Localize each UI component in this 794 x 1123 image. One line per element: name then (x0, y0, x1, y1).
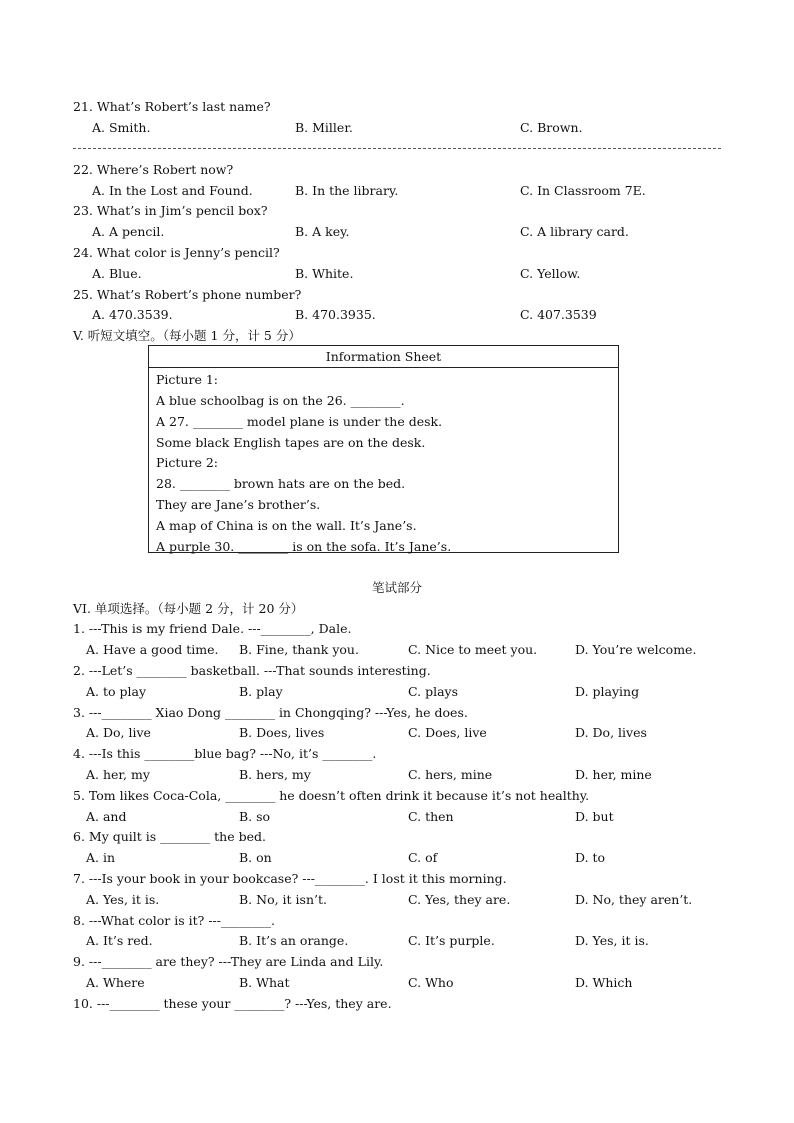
option-b: B. It’s an orange. (239, 933, 349, 948)
option-d: D. Yes, it is. (575, 933, 649, 948)
option-c: C. plays (408, 684, 458, 699)
option-b: B. Fine, thank you. (239, 642, 359, 657)
question-stem: 2. ---Let’s ________ basketball. ---That sounds interesting. (73, 663, 431, 678)
option-c: C. then (408, 809, 454, 824)
option-a: A. Do, live (86, 725, 151, 740)
option-b: B. What (239, 975, 290, 990)
option-a: A. Where (86, 975, 145, 990)
sheet-line: A blue schoolbag is on the 26. ________. (156, 393, 405, 408)
question-stem: 3. ---________ Xiao Dong ________ in Chongqing? ---Yes, he does. (73, 705, 468, 720)
option-d: D. Which (575, 975, 633, 990)
sheet-line: Some black English tapes are on the desk. (156, 435, 426, 450)
question-stem: 6. My quilt is ________ the bed. (73, 829, 266, 844)
option-d: D. No, they aren’t. (575, 892, 693, 907)
question-stem: 10. ---________ these your ________? ---Yes, they are. (73, 996, 392, 1011)
option-b: B. so (239, 809, 271, 824)
option-c: C. It’s purple. (408, 933, 495, 948)
option-b: B. White. (295, 266, 354, 281)
option-c: C. Who (408, 975, 454, 990)
option-a: A. Smith. (92, 120, 151, 135)
dashed-divider (73, 148, 721, 149)
option-a: A. Blue. (92, 266, 142, 281)
option-b: B. 470.3935. (295, 307, 376, 322)
information-sheet-title: Information Sheet (149, 346, 618, 368)
option-c: C. Yes, they are. (408, 892, 511, 907)
option-b: B. In the library. (295, 183, 399, 198)
sheet-line: A map of China is on the wall. It’s Jane’s. (156, 518, 417, 533)
option-b: B. No, it isn’t. (239, 892, 327, 907)
question-stem: 4. ---Is this ________blue bag? ---No, it’s ________. (73, 746, 377, 761)
option-d: D. You’re welcome. (575, 642, 697, 657)
question-stem: 22. Where’s Robert now? (73, 162, 234, 177)
option-b: B. Miller. (295, 120, 353, 135)
sheet-line: A purple 30. ________ is on the sofa. It’s Jane’s. (156, 539, 452, 554)
option-d: D. to (575, 850, 606, 865)
question-stem: 23. What’s in Jim’s pencil box? (73, 203, 268, 218)
option-c: C. 407.3539 (520, 307, 597, 322)
option-c: C. Nice to meet you. (408, 642, 538, 657)
option-d: D. her, mine (575, 767, 652, 782)
question-stem: 7. ---Is your book in your bookcase? ---________. I lost it this morning. (73, 871, 507, 886)
question-stem: 24. What color is Jenny’s pencil? (73, 245, 280, 260)
section-heading: VI. 单项选择。（每小题 2 分，计 20 分） (73, 601, 304, 616)
question-stem: 8. ---What color is it? ---________. (73, 913, 275, 928)
option-b: B. on (239, 850, 272, 865)
option-a: A. in (86, 850, 116, 865)
written-part-title: 笔试部分 (371, 580, 422, 595)
option-d: D. but (575, 809, 614, 824)
option-a: A. A pencil. (92, 224, 165, 239)
option-c: C. hers, mine (408, 767, 493, 782)
sheet-line: They are Jane’s brother’s. (156, 497, 321, 512)
option-b: B. hers, my (239, 767, 311, 782)
option-c: C. of (408, 850, 438, 865)
option-c: C. Does, live (408, 725, 487, 740)
option-b: B. Does, lives (239, 725, 325, 740)
sheet-line: Picture 1: (156, 372, 218, 387)
option-a: A. to play (86, 684, 147, 699)
option-a: A. and (86, 809, 127, 824)
option-a: A. Yes, it is. (86, 892, 160, 907)
sheet-line: A 27. ________ model plane is under the desk. (156, 414, 443, 429)
option-b: B. A key. (295, 224, 350, 239)
option-c: C. In Classroom 7E. (520, 183, 646, 198)
question-stem: 21. What’s Robert’s last name? (73, 99, 271, 114)
option-c: C. Yellow. (520, 266, 581, 281)
option-d: D. playing (575, 684, 640, 699)
sheet-line: 28. ________ brown hats are on the bed. (156, 476, 406, 491)
sheet-line: Picture 2: (156, 455, 218, 470)
option-c: C. A library card. (520, 224, 629, 239)
question-stem: 1. ---This is my friend Dale. ---________, Dale. (73, 621, 352, 636)
option-c: C. Brown. (520, 120, 583, 135)
question-stem: 5. Tom likes Coca-Cola, ________ he doesn’t often drink it because it’s not healthy. (73, 788, 590, 803)
option-a: A. 470.3539. (92, 307, 173, 322)
option-a: A. It’s red. (86, 933, 153, 948)
information-sheet (148, 345, 619, 553)
question-stem: 25. What’s Robert’s phone number? (73, 287, 302, 302)
option-a: A. her, my (86, 767, 150, 782)
option-b: B. play (239, 684, 283, 699)
option-a: A. In the Lost and Found. (92, 183, 253, 198)
section-heading: V. 听短文填空。（每小题 1 分，计 5 分） (73, 328, 301, 343)
option-a: A. Have a good time. (86, 642, 219, 657)
question-stem: 9. ---________ are they? ---They are Linda and Lily. (73, 954, 384, 969)
option-d: D. Do, lives (575, 725, 647, 740)
